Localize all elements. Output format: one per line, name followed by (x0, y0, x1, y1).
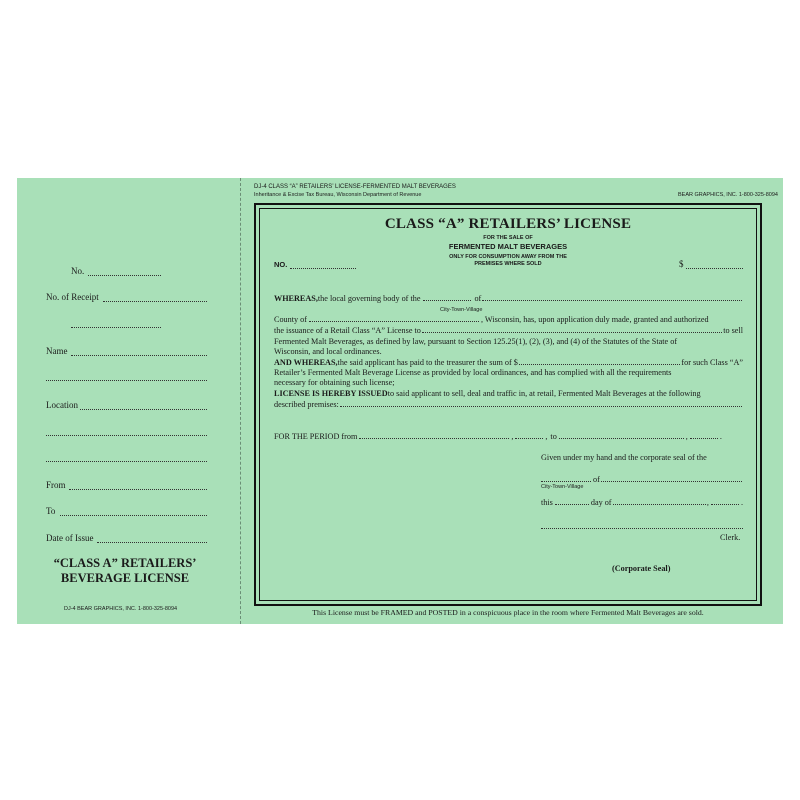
premises-label: described premises: (274, 399, 339, 409)
license-no-field (290, 268, 356, 269)
stub-receipt-field-2 (71, 327, 161, 328)
this-label: this (541, 498, 553, 507)
bureau-line: Inheritance & Excise Tax Bureau, Wisconsin Department of Revenue (254, 192, 422, 198)
stub-no-label: No. (71, 266, 85, 276)
given-text: Given under my hand and the corporate seal of the (541, 453, 707, 462)
whereas-text: the local governing body of the (317, 294, 421, 303)
for-sale-label: FOR THE SALE OF (483, 235, 533, 241)
perforation-line (240, 178, 241, 624)
andwhereas-text: the said applicant has paid to the treasurer the sum of $ (337, 358, 518, 368)
governing-body-field (423, 293, 471, 301)
county-label: County of (274, 315, 307, 325)
sum-field (519, 357, 681, 365)
license-body (274, 293, 743, 410)
stub-title (30, 556, 220, 586)
stub-receipt-field (103, 301, 207, 302)
retailer-line: Retailer’s Fermented Malt Beverage License as provided by local ordinances, and has complied with all the requirements (274, 368, 672, 378)
period-line: FOR THE PERIOD from , , to , . (274, 432, 722, 441)
this-day-line: this day of , . (541, 498, 743, 507)
month-field (613, 497, 706, 505)
stub-footer: DJ-4 BEAR GRAPHICS, INC. 1-800-325-8094 (64, 606, 178, 612)
consumption-line-1: ONLY FOR CONSUMPTION AWAY FROM THE (449, 254, 567, 260)
stub-receipt-label: No. of Receipt (46, 292, 99, 302)
stub-to-field (60, 515, 207, 516)
period-to-field (559, 431, 684, 439)
dollar-label: $ (679, 259, 684, 269)
issued-text: to said applicant to sell, deal and traffic in, at retail, Fermented Malt Beverages at the following (387, 388, 701, 398)
wisconsin-text: , Wisconsin, has, upon application duly made, granted and authorized (480, 315, 709, 325)
to-sell-text: to sell (723, 326, 743, 336)
county-line (274, 314, 743, 325)
fmb-line: Fermented Malt Beverages, as defined by law, pursuant to Section 125.25(1), (2), (3), and (4) of the Statutes of the State of (274, 336, 678, 346)
stub-from-field (69, 489, 207, 490)
period-label: FOR THE PERIOD from (274, 432, 358, 441)
licensee-field (422, 325, 722, 333)
given-of: of (593, 475, 600, 484)
whereas-of-field (482, 293, 742, 301)
dollar-field (686, 268, 743, 269)
stub-name-field (71, 355, 207, 356)
license-no-label: NO. (274, 260, 288, 269)
issued-line (274, 389, 743, 399)
whereas-line (274, 293, 743, 304)
whereas-of: of (474, 294, 482, 303)
andwhereas-line (274, 357, 743, 368)
publisher-line: BEAR GRAPHICS, INC. 1-800-325-8094 (678, 192, 778, 198)
for-such-text: for such Class “A” (681, 358, 743, 368)
stub-date-field (97, 542, 207, 543)
ctv-sublabel: City-Town-Village (440, 307, 483, 314)
period-from-field (359, 431, 509, 439)
product-label: FERMENTED MALT BEVERAGES (448, 242, 568, 251)
corporate-seal-label: (Corporate Seal) (612, 564, 671, 573)
whereas-sublabel-row (274, 304, 743, 314)
stub-name-field-2 (46, 380, 207, 381)
whereas-bold: WHEREAS, (274, 294, 318, 303)
day-of-label: day of (590, 498, 612, 507)
issuance-text: the issuance of a Retail Class “A” License to (274, 326, 421, 336)
license-title: CLASS “A” RETAILERS’ LICENSE (384, 216, 632, 232)
period-to-label: to (550, 432, 557, 441)
clerk-label: Clerk. (720, 533, 741, 542)
period-to-year (690, 431, 718, 439)
stub-location-field-2 (46, 435, 207, 436)
form-id: DJ-4 CLASS “A” RETAILERS’ LICENSE-FERMENTED MALT BEVERAGES (254, 184, 456, 190)
clerk-signature-line (541, 528, 743, 529)
stub-name-label: Name (46, 346, 68, 356)
wis-line: Wisconsin, and local ordinances. (274, 346, 382, 356)
stub-no-field (88, 275, 161, 276)
stub-location-field-3 (46, 461, 207, 462)
premises-field (340, 399, 742, 407)
given-of-field (601, 474, 742, 482)
day-field (555, 497, 589, 505)
given-ctv-field (541, 474, 591, 482)
andwhereas-bold: AND WHEREAS, (274, 358, 338, 368)
year-field (711, 497, 739, 505)
period-from-year (515, 431, 543, 439)
consumption-line-2: PREMISES WHERE SOLD (474, 261, 542, 267)
stub-location-label: Location (46, 400, 78, 410)
issuance-line (274, 325, 743, 336)
posting-notice: This License must be FRAMED and POSTED in a conspicuous place in the room where Fermented Malt Beverages are sold. (312, 608, 704, 617)
issued-bold: LICENSE IS HEREBY ISSUED (274, 388, 388, 398)
stub-from-label: From (46, 480, 66, 490)
stub-date-label: Date of Issue (46, 533, 94, 543)
stub-to-label: To (46, 506, 56, 516)
given-ctv-sublabel: City-Town-Village (541, 484, 584, 490)
stub-title-line-1: “CLASS A” RETAILERS’ (53, 556, 197, 570)
stub-title-line-2: BEVERAGE LICENSE (60, 571, 190, 585)
premises-line (274, 399, 743, 410)
stub-location-field (80, 409, 207, 410)
necessary-line: necessary for obtaining such license; (274, 378, 395, 388)
